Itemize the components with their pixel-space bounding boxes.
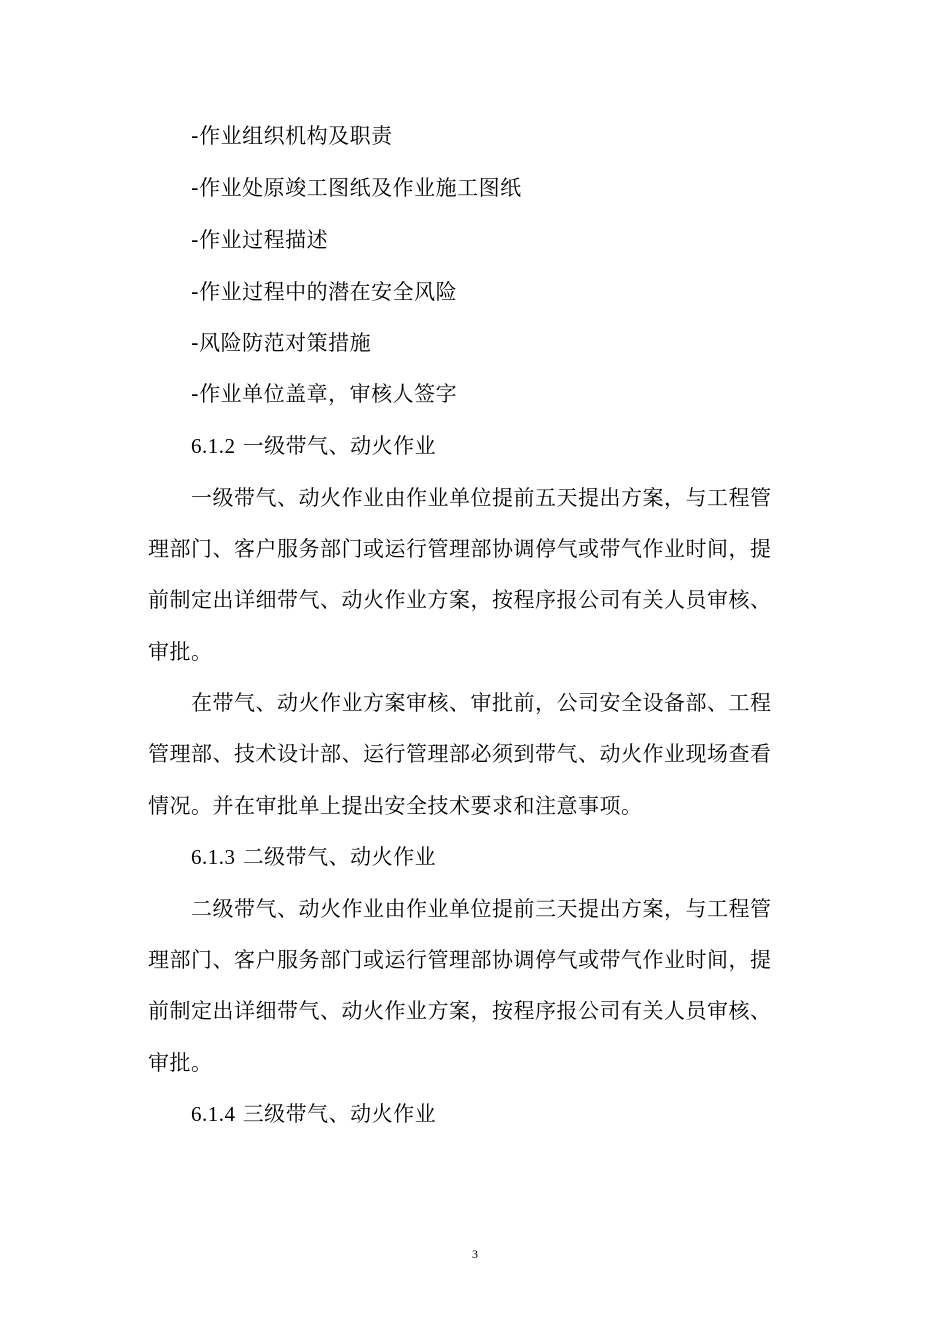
list-item: -作业过程中的潜在安全风险 [191, 280, 458, 304]
paragraph-line: 二级带气、动火作业由作业单位提前三天提出方案，与工程管 [191, 897, 772, 921]
section-heading-6-1-3 [191, 844, 851, 870]
section-title: 三级带气、动火作业 [242, 1102, 437, 1126]
list-item: -作业处原竣工图纸及作业施工图纸 [191, 176, 522, 200]
paragraph-line: 前制定出详细带气、动火作业方案，按程序报公司有关人员审核、 [148, 588, 772, 612]
paragraph-line: 理部门、客户服务部门或运行管理部协调停气或带气作业时间，提 [148, 948, 772, 972]
list-item: -作业单位盖章，审核人签字 [191, 382, 458, 406]
list-item: -作业组织机构及职责 [191, 124, 393, 148]
list-item: -作业过程描述 [191, 228, 329, 252]
section-heading-6-1-2 [191, 433, 851, 459]
paragraph-line: 理部门、客户服务部门或运行管理部协调停气或带气作业时间，提 [148, 537, 772, 561]
section-number: 6.1.2 [191, 434, 236, 458]
page-number: 3 [472, 1247, 478, 1261]
paragraph-line: 审批。 [148, 640, 213, 664]
section-heading-6-1-4 [191, 1101, 851, 1127]
paragraph-line: 管理部、技术设计部、运行管理部必须到带气、动火作业现场查看 [148, 742, 772, 766]
paragraph-line: 一级带气、动火作业由作业单位提前五天提出方案，与工程管 [191, 486, 772, 510]
paragraph-line: 情况。并在审批单上提出安全技术要求和注意事项。 [148, 794, 643, 818]
paragraph-line: 前制定出详细带气、动火作业方案，按程序报公司有关人员审核、 [148, 999, 772, 1023]
paragraph-line: 在带气、动火作业方案审核、审批前，公司安全设备部、工程 [191, 691, 772, 715]
section-number: 6.1.4 [191, 1102, 236, 1126]
list-item: -风险防范对策措施 [191, 331, 372, 355]
section-title: 二级带气、动火作业 [242, 845, 437, 869]
section-number: 6.1.3 [191, 845, 236, 869]
paragraph-line: 审批。 [148, 1051, 213, 1075]
section-title: 一级带气、动火作业 [242, 434, 437, 458]
